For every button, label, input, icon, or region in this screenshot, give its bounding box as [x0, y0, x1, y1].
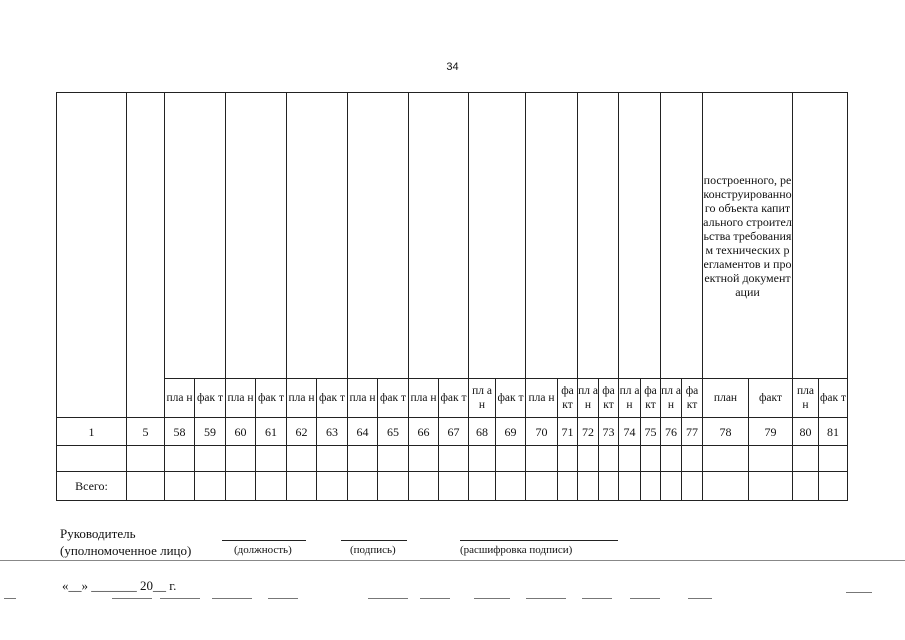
total-cell — [578, 472, 599, 501]
data-cell — [287, 446, 317, 472]
total-cell — [409, 472, 439, 501]
scan-artifact — [526, 598, 566, 599]
header-cell — [793, 93, 848, 379]
subheader-cell: фак т — [317, 379, 348, 418]
column-number-cell: 73 — [599, 418, 619, 446]
header-cell — [526, 93, 578, 379]
subheader-cell: пла н — [526, 379, 558, 418]
data-cell — [578, 446, 599, 472]
data-cell — [619, 446, 641, 472]
scan-artifact — [4, 598, 16, 599]
column-number-cell: 71 — [558, 418, 578, 446]
subheader-cell: пла н — [287, 379, 317, 418]
column-number-cell: 64 — [348, 418, 378, 446]
column-number-cell: 76 — [661, 418, 682, 446]
signature-underline — [341, 540, 407, 541]
subheader-cell: фа кт — [641, 379, 661, 418]
column-number-cell: 5 — [127, 418, 165, 446]
scan-artifact — [688, 598, 712, 599]
data-cell — [526, 446, 558, 472]
column-number-cell: 69 — [496, 418, 526, 446]
data-row — [57, 446, 848, 472]
scan-artifact — [474, 598, 510, 599]
total-cell — [226, 472, 256, 501]
scan-artifact — [846, 592, 872, 593]
subheader-cell: пла н — [793, 379, 819, 418]
column-number-cell: 78 — [703, 418, 749, 446]
data-cell — [226, 446, 256, 472]
signature-caption: (подпись) — [350, 544, 396, 556]
total-cell — [619, 472, 641, 501]
total-cell — [256, 472, 287, 501]
data-cell — [378, 446, 409, 472]
total-cell — [526, 472, 558, 501]
header-cell — [287, 93, 348, 379]
head-label: Руководитель — [60, 526, 136, 541]
subheader-cell: факт — [749, 379, 793, 418]
data-cell — [682, 446, 703, 472]
column-number-cell: 80 — [793, 418, 819, 446]
data-cell — [348, 446, 378, 472]
column-number-cell: 66 — [409, 418, 439, 446]
total-cell — [641, 472, 661, 501]
total-row — [57, 472, 848, 501]
header-cell-compliance: построенного, реконструированного объекта капитального строительства требованиям технических регламентов и проектной документации — [703, 93, 793, 379]
scan-artifact — [112, 598, 152, 599]
data-cell — [599, 446, 619, 472]
scan-artifact — [212, 598, 252, 599]
column-number-row — [57, 418, 848, 446]
header-cell — [57, 93, 127, 418]
total-cell — [439, 472, 469, 501]
position-underline — [222, 540, 306, 541]
subheader-cell: пла н — [165, 379, 195, 418]
subheader-cell: пл ан — [578, 379, 599, 418]
subheader-cell: план — [703, 379, 749, 418]
data-cell — [749, 446, 793, 472]
total-cell — [165, 472, 195, 501]
column-number-cell: 1 — [57, 418, 127, 446]
decoding-underline — [460, 540, 618, 541]
column-number-cell: 81 — [819, 418, 848, 446]
header-cell — [348, 93, 409, 379]
header-cell — [469, 93, 526, 379]
data-cell — [57, 446, 127, 472]
data-cell — [409, 446, 439, 472]
data-cell — [439, 446, 469, 472]
total-cell — [127, 472, 165, 501]
total-cell — [317, 472, 348, 501]
subheader-cell: пл ан — [661, 379, 682, 418]
total-cell — [749, 472, 793, 501]
total-cell — [793, 472, 819, 501]
column-number-cell: 65 — [378, 418, 409, 446]
data-cell — [469, 446, 496, 472]
data-cell — [317, 446, 348, 472]
column-number-cell: 67 — [439, 418, 469, 446]
head-label-sub: (уполномоченное лицо) — [60, 543, 192, 558]
data-cell — [256, 446, 287, 472]
data-cell — [496, 446, 526, 472]
column-number-cell: 58 — [165, 418, 195, 446]
column-number-cell: 63 — [317, 418, 348, 446]
subheader-cell: фак т — [439, 379, 469, 418]
column-number-cell: 59 — [195, 418, 226, 446]
subheader-cell: фа кт — [599, 379, 619, 418]
column-number-cell: 68 — [469, 418, 496, 446]
header-cell — [619, 93, 661, 379]
subheader-cell: пла н — [409, 379, 439, 418]
subheader-cell: фак т — [819, 379, 848, 418]
total-cell — [378, 472, 409, 501]
column-number-cell: 74 — [619, 418, 641, 446]
column-number-cell: 70 — [526, 418, 558, 446]
data-cell — [661, 446, 682, 472]
header-cell — [226, 93, 287, 379]
total-cell — [469, 472, 496, 501]
total-label: Всего: — [57, 472, 127, 501]
column-number-cell: 79 — [749, 418, 793, 446]
scan-artifact — [420, 598, 450, 599]
scan-artifact — [582, 598, 612, 599]
subheader-cell: пл ан — [619, 379, 641, 418]
decoding-caption: (расшифровка подписи) — [460, 544, 573, 556]
page-number: 34 — [446, 61, 459, 73]
column-number-cell: 61 — [256, 418, 287, 446]
scan-artifact — [368, 598, 408, 599]
header-cell — [578, 93, 619, 379]
header-cell — [127, 93, 165, 418]
total-cell — [703, 472, 749, 501]
total-cell — [558, 472, 578, 501]
column-number-cell: 77 — [682, 418, 703, 446]
total-cell — [682, 472, 703, 501]
subheader-cell: пл ан — [469, 379, 496, 418]
column-number-cell: 75 — [641, 418, 661, 446]
data-cell — [165, 446, 195, 472]
date-line: «__» _______ 20__ г. — [62, 578, 177, 593]
data-cell — [819, 446, 848, 472]
total-cell — [599, 472, 619, 501]
scan-artifact — [630, 598, 660, 599]
subheader-cell: фа кт — [558, 379, 578, 418]
scan-artifact — [268, 598, 298, 599]
subheader-cell: пла н — [226, 379, 256, 418]
separator-line — [0, 560, 905, 561]
subheader-cell: фак т — [195, 379, 226, 418]
header-cell — [661, 93, 703, 379]
data-cell — [127, 446, 165, 472]
data-cell — [703, 446, 749, 472]
header-cell — [409, 93, 469, 379]
subheader-cell: фа кт — [682, 379, 703, 418]
position-caption: (должность) — [234, 544, 292, 556]
total-cell — [661, 472, 682, 501]
column-number-cell: 60 — [226, 418, 256, 446]
data-cell — [641, 446, 661, 472]
subheader-row — [57, 379, 848, 418]
data-cell — [558, 446, 578, 472]
scan-artifact — [160, 598, 200, 599]
column-number-cell: 72 — [578, 418, 599, 446]
subheader-cell: фак т — [496, 379, 526, 418]
total-cell — [287, 472, 317, 501]
column-number-cell: 62 — [287, 418, 317, 446]
total-cell — [819, 472, 848, 501]
total-cell — [496, 472, 526, 501]
data-cell — [195, 446, 226, 472]
header-row — [57, 93, 848, 379]
data-cell — [793, 446, 819, 472]
subheader-cell: пла н — [348, 379, 378, 418]
total-cell — [348, 472, 378, 501]
subheader-cell: фак т — [256, 379, 287, 418]
header-cell — [165, 93, 226, 379]
report-table — [56, 92, 848, 501]
total-cell — [195, 472, 226, 501]
subheader-cell: фак т — [378, 379, 409, 418]
